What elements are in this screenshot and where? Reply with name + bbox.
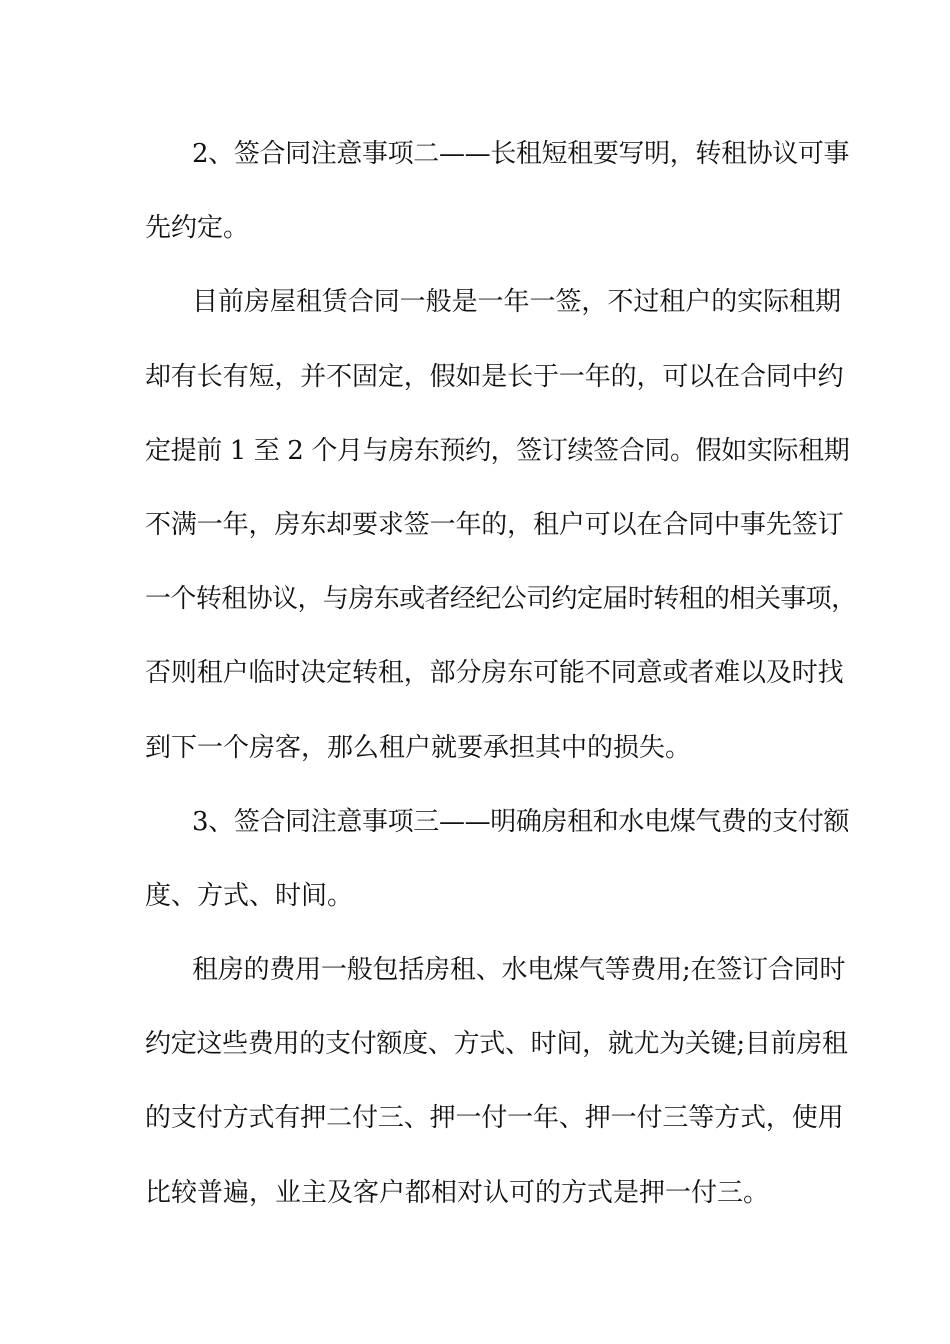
paragraph-1-line-1: 目前房屋租赁合同一般是一年一签，不过租户的实际租期 xyxy=(192,287,842,318)
paragraph-2-line-4: 比较普遍，业主及客户都相对认可的方式是押一付三。 xyxy=(145,1177,770,1208)
paragraph-1-line-6: 否则租户临时决定转租，部分房东可能不同意或者难以及时找 xyxy=(145,658,844,689)
heading-item-3-line-1: 3、签合同注意事项三——明确房租和水电煤气费的支付额 xyxy=(192,806,850,837)
paragraph-1-line-7: 到下一个房客，那么租户就要承担其中的损失。 xyxy=(145,732,692,763)
paragraph-1-line-5: 一个转租协议，与房东或者经纪公司约定届时转租的相关事项， xyxy=(145,584,857,615)
paragraph-2-line-3: 的支付方式有押二付三、押一付一年、押一付三等方式，使用 xyxy=(145,1103,844,1134)
heading-item-2-line-2: 先约定。 xyxy=(145,213,250,244)
heading-item-3-line-2: 度、方式、时间。 xyxy=(145,880,354,911)
paragraph-2-line-2: 约定这些费用的支付额度、方式、时间，就尤为关键;目前房租 xyxy=(145,1029,848,1060)
document-body xyxy=(145,128,857,1241)
paragraph-1-line-4: 不满一年，房东却要求签一年的，租户可以在合同中事先签订 xyxy=(145,509,844,540)
paragraph-2-line-1: 租房的费用一般包括房租、水电煤气等费用;在签订合同时 xyxy=(192,955,846,986)
heading-item-2-line-1: 2、签合同注意事项二——长租短租要写明，转租协议可事 xyxy=(192,139,850,169)
paragraph-1-line-2: 却有长有短，并不固定，假如是长于一年的，可以在合同中约 xyxy=(145,361,844,392)
paragraph-1-line-3: 定提前 1 至 2 个月与房东预约，签订续签合同。假如实际租期 xyxy=(145,435,850,466)
